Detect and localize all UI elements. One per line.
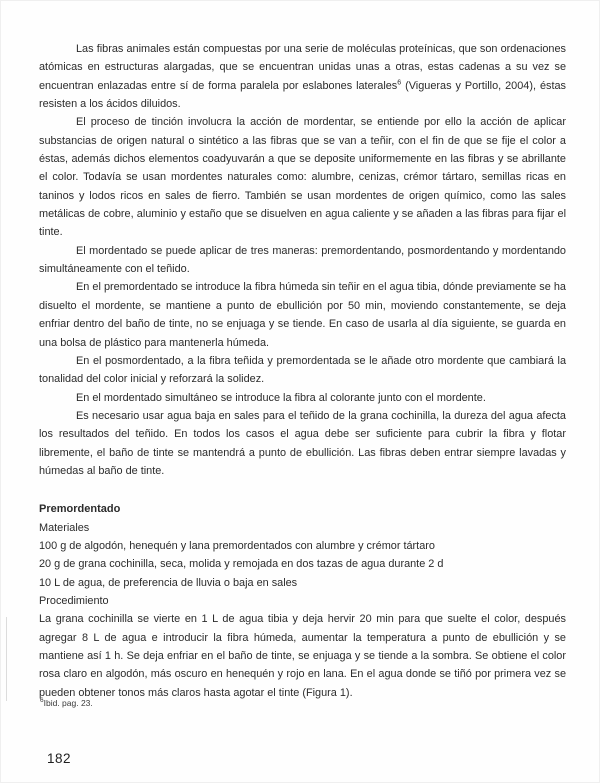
scan-edge-artifact [6,617,7,701]
paragraph-agua-baja-sales: Es necesario usar agua baja en sales para el teñido de la grana cochinilla, la dureza del agua afecta los resultados del teñido. En todos los casos el agua debe ser suficiente para cubrir la fibra y flotar libremente, el baño de tinte se mantendrá a punto de ebullición. Las fibras deben entrar siempre lavadas y húmedas al baño de tinte. [39,409,566,477]
paragraph-posmordentado: En el posmordentado, a la fibra teñida y premordentada se le añade otro mordente que cambiará la tonalidad del color inicial y reforzará la solidez. [39,354,566,386]
page-number: 182 [47,751,72,766]
materials-item: 100 g de algodón, henequén y lana premordentados con alumbre y crémor tártaro [39,539,435,552]
paragraph-mordentado-simultaneo: En el mordentado simultáneo se introduce la fibra al colorante junto con el mordente. [76,391,486,404]
procedure-label: Procedimiento [39,594,109,607]
procedure-paragraph: La grana cochinilla se vierte en 1 L de agua tibia y deja hervir 20 min para que suelte el color, después agregar 8 L de agua e introducir la fibra húmeda, aumentar la temperatura a punto de ebullición y se mantiene así 1 h. Se deja enfriar en el baño de tinte, se enjuaga y se tiende a la sombra. Se obtiene el color rosa claro en algodón, más oscuro en henequén y rojo en lana. En el agua donde se tiñó por primera vez se pueden obtener tonos más claros hasta agotar el tinte (Figura 1). [39,613,566,699]
paragraph-fibras-animales [39,40,566,113]
footnote-marker: 6 [40,697,44,705]
materials-item: 10 L de agua, de preferencia de lluvia o baja en sales [39,576,298,589]
materials-item: 20 g de grana cochinilla, seca, molida y remojada en dos tazas de agua durante 2 d [39,558,444,571]
materials-label: Materiales [39,521,90,534]
paragraph-text: (Vigueras y Portillo, 2004), éstas resisten a los ácidos diluidos. [39,79,566,111]
paragraph-mordentado-maneras: El mordentado se puede aplicar de tres maneras: premordentando, posmordentando y mordentando simultáneamente con el teñido. [39,244,566,276]
footnote-reference: 6 [397,79,402,87]
footnote-text: Ibid. pag. 23. [43,698,93,708]
paragraph-proceso-tincion: El proceso de tinción involucra la acción de mordentar, se entiende por ello la acción de aplicar substancias de origen natural o sintético a las fibras que se van a teñir, con el fin de que se fije el color a éstas, además dichos elementos coadyuvarán a que se deposite uniformemente en las fibras y se abrillante el color. Todavía se usan mordentes naturales como: alumbre, cenizas, crémor tártaro, semillas ricas en taninos y lodos ricos en sales de fierro. También se usan mordentes de origen químico, como las sales metálicas de cobre, aluminio y estaño que se disuelven en agua caliente y se añaden a las fibras para fijar el tinte. [39,116,566,239]
paragraph-text: Las fibras animales están compuestas por una serie de moléculas proteínicas, que son ordenaciones atómicas en estructuras alargadas, que se encuentran unidas unas a otras, estas cadenas a su vez se encuentran enlazadas entre sí de forma paralela por eslabones laterales [39,43,566,92]
footnote [40,698,93,708]
paragraph-premordentado: En el premordentado se introduce la fibra húmeda sin teñir en el agua tibia, dónde previamente se ha disuelto el mordente, se mantiene a punto de ebullición por 50 min, moviendo constantemente, se deja enfriar dentro del baño de tinte, no se enjuaga y se tiende. En caso de usarla al día siguiente, se guarda en una bolsa de plástico para mantenerla húmeda. [39,281,566,349]
section-heading-premordentado: Premordentado [39,503,121,516]
